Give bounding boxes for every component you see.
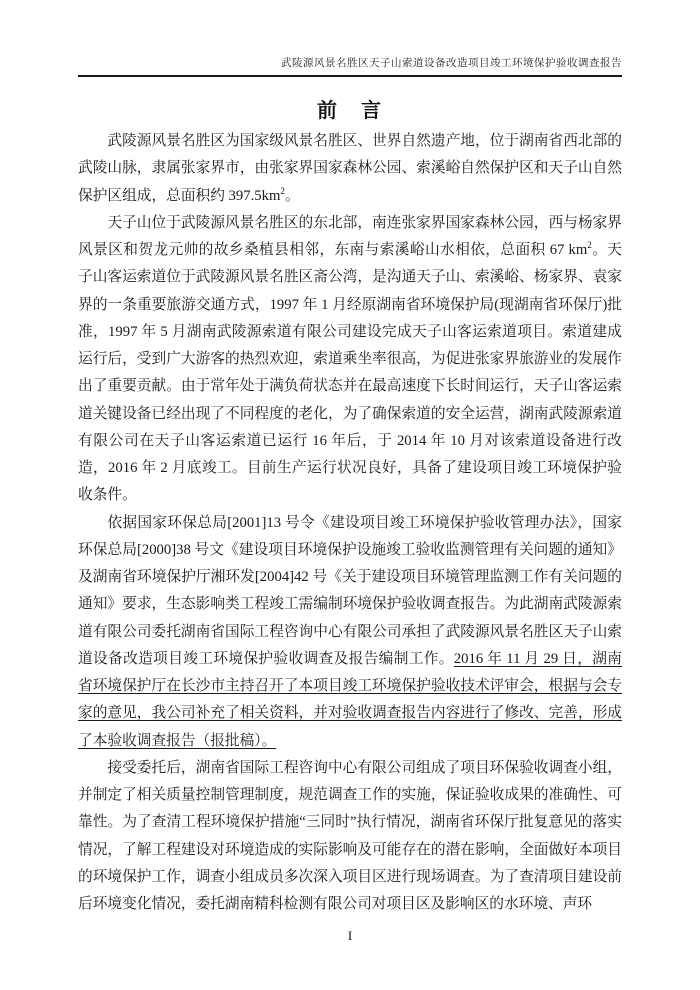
paragraph: [78, 755, 622, 919]
text-segment: 天子山位于武陵源风景名胜区的东北部，南连张家界国家森林公园，西与杨家界风景区和贺龙元帅的故乡桑植县相邻，东南与索溪峪山水相依，总面积 67 km: [78, 214, 622, 258]
page-title: 前 言: [317, 100, 383, 122]
superscript-text: 2: [587, 240, 592, 251]
running-header: 武陵源风景名胜区天子山索道设备改造项目竣工环境保护验收调查报告: [281, 58, 622, 69]
paragraph: [78, 128, 622, 210]
preface-body: [78, 128, 622, 918]
underlined-text: 2016 年 11 月 29 日，湖南省环境保护厅在长沙市主持召开了本项目竣工环境保护验收技术评审会，根据与会专家的意见，我公司补充了相关资料，并对验收调查报告内容进行了修改、完善，形成了本验收调查报告（报批稿）。: [78, 650, 622, 749]
text-segment: 接受委托后，湖南省国际工程咨询中心有限公司组成了项目环保验收调查小组，并制定了相关质量控制管理制度，规范调查工作的实施，保证验收成果的准确性、可靠性。为了查清工程环境保护措施“三同时”执行情况，湖南省环保厅批复意见的落实情况，了解工程建设对环境造成的实际影响及可能存在的潜在影响，全面做好本项目的环境保护工作，调查小组成员多次深入项目区进行现场调查。为了查清项目建设前后环境变化情况，委托湖南精科检测有限公司对项目区及影响区的水环境、声环: [78, 759, 622, 912]
header-rule: [78, 75, 622, 77]
superscript-text: 2: [280, 185, 285, 196]
paragraph: [78, 510, 622, 755]
page-number: I: [347, 928, 353, 943]
text-segment: 。: [284, 187, 300, 204]
text-segment: 依据国家环保总局[2001]13 号令《建设项目竣工环境保护验收管理办法》，国家环保总局[2000]38 号文《建设项目环境保护设施竣工验收监测管理有关问题的通知》及湖南省环境保护厅湘环发[2004]42 号《关于建设项目环境管理监测工作有关问题的通知》要求，生态影响类工程竣工需编制环境保护验收调查报告。为此湖南武陵源索道有限公司委托湖南省国际工程咨询中心有限公司承担了武陵源风景名胜区天子山索道设备改造项目竣工环境保护验收调查及报告编制工作。: [78, 514, 622, 667]
content-area: [78, 0, 622, 918]
paragraph: [78, 210, 622, 510]
text-segment: 武陵源风景名胜区为国家级风景名胜区、世界自然遗产地，位于湖南省西北部的武陵山脉，隶属张家界市，由张家界国家森林公园、索溪峪自然保护区和天子山自然保护区组成，总面积约 397.5km: [78, 133, 622, 204]
text-segment: 。天子山客运索道位于武陵源风景名胜区斋公湾，是沟通天子山、索溪峪、杨家界、袁家界的一条重要旅游交通方式，1997 年 1 月经原湖南省环境保护局(现湖南省环保厅)批准，1997 年 5 月湖南武陵源索道有限公司建设完成天子山客运索道项目。索道建成运行后，受到广大游客的热烈欢迎，索道乘坐率很高，为促进张家界旅游业的发展作出了重要贡献。由于常年处于满负荷状态并在最高速度下长时间运行，天子山客运索道关键设备已经出现了不同程度的老化，为了确保索道的安全运营，湖南武陵源索道有限公司在天子山客运索道已运行 16 年后，于 2014 年 10 月对该索道设备进行改造，2016 年 2 月底竣工。目前生产运行状况良好，具备了建设项目竣工环境保护验收条件。: [78, 242, 622, 504]
